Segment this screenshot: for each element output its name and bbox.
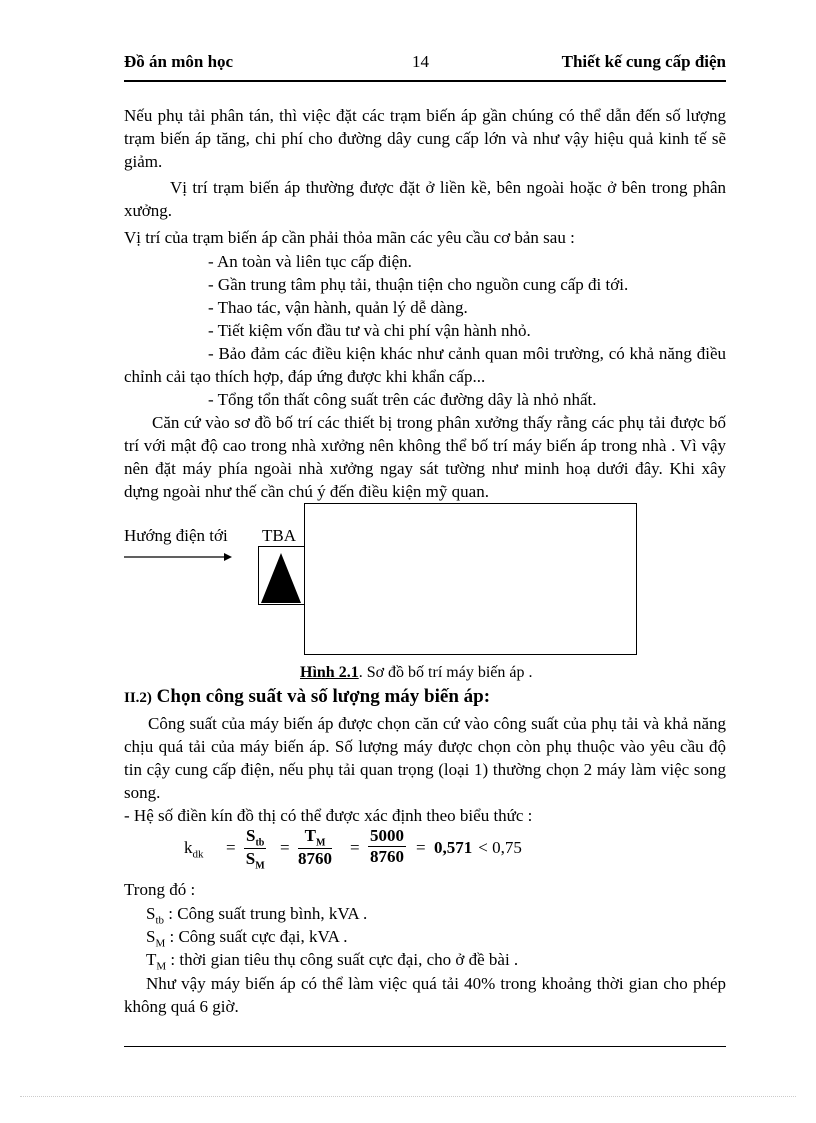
caption-label: Hình 2.1 — [300, 664, 359, 681]
defs-intro: Trong đó : — [124, 880, 196, 899]
section-heading — [124, 686, 490, 708]
bullet-3: - Thao tác, vận hành, quản lý dễ dàng. — [208, 298, 468, 317]
page-number: 14 — [412, 52, 429, 71]
bullet-1: - An toàn và liên tục cấp điện. — [208, 252, 412, 271]
paragraph-7: Như vậy máy biến áp có thể làm việc quá tải 40% trong khoảng thời gian cho phép không quá 6 giờ. — [124, 974, 726, 1016]
def-s-tb: $S_{tb}$ : Công suất trung bình, kVA . — [146, 904, 368, 927]
def-t-m: $T_M$ : thời gian tiêu thụ công suất cực đại, cho ở đề bài . — [146, 950, 519, 973]
formula-lhs: $k_{dk}$ — [184, 838, 204, 861]
section-number: II.2) — [124, 690, 152, 706]
paragraph-5: Công suất của máy biến áp được chọn căn cứ vào công suất của phụ tải và khả năng chịu quá tải của máy biến áp. Số lượng máy được chọn còn phụ thuộc vào yêu cầu độ tin cậy cung cấp điện, nếu phụ tải quan trọng (loại 1) thường chọn 2 máy làm việc song song. — [124, 714, 726, 802]
figure-caption — [300, 664, 532, 682]
bullet-5: - Bảo đảm các điều kiện khác như cảnh quan môi trường, có khả năng điều chỉnh cải tạo thích hợp, đáp ứng được khi khẩn cấp... — [124, 344, 726, 386]
section-title: Chọn công suất và số lượng máy biến áp: — [151, 686, 491, 707]
paragraph-3: Vị trí của trạm biến áp cần phải thỏa mãn các yêu cầu cơ bản sau : — [124, 228, 575, 247]
workshop-box — [304, 503, 637, 655]
caption-text: . Sơ đồ bố trí máy biến áp . — [358, 664, 533, 681]
formula-eq: = — [350, 838, 360, 857]
transformer-box — [258, 546, 305, 605]
arrow-right-icon — [124, 550, 234, 564]
tba-label: TBA — [262, 526, 296, 545]
paragraph-6: - Hệ số điền kín đồ thị có thể được xác định theo biểu thức : — [124, 806, 533, 825]
transformer-triangle-icon — [259, 547, 304, 604]
fraction-3: $\frac{5000}{8760}$ — [370, 826, 404, 866]
fraction-2: $\frac{T_M}{8760}$ — [298, 826, 332, 869]
header-right: Thiết kế cung cấp điện — [561, 52, 726, 71]
bullet-4: - Tiết kiệm vốn đầu tư và chi phí vận hành nhỏ. — [208, 321, 531, 340]
paragraph-4: Căn cứ vào sơ đồ bố trí các thiết bị trong phân xưởng thấy rằng các phụ tải được bố trí với mật độ cao trong nhà xưởng nên không thể bố trí máy biến áp trong nhà . Vì vậy nên đặt máy phía ngoài nhà xưởng ngay sát tường như minh hoạ dưới đây. Khi xây dựng ngoài như thế cần chú ý đến điều kiện mỹ quan. — [124, 413, 726, 501]
formula-eq: = — [280, 838, 290, 857]
def-s-m: $S_M$ : Công suất cực đại, kVA . — [146, 927, 348, 950]
formula-tail: < 0,75 — [474, 838, 522, 857]
formula-eq: = — [226, 838, 236, 857]
header-left: Đồ án môn học — [124, 52, 234, 71]
footer-rule — [124, 1046, 726, 1047]
formula — [184, 826, 604, 876]
page-header — [124, 52, 726, 78]
page-edge-dots — [20, 1096, 796, 1097]
formula-eq: = — [416, 838, 426, 857]
header-rule — [124, 80, 726, 82]
paragraph-2: Vị trí trạm biến áp thường được đặt ở liền kề, bên ngoài hoặc ở bên trong phân xưởng. — [124, 178, 726, 220]
bullet-2: - Gần trung tâm phụ tải, thuận tiện cho nguồn cung cấp đi tới. — [208, 275, 629, 294]
direction-label: Hướng điện tới — [124, 526, 228, 545]
bullet-6: - Tổng tổn thất công suất trên các đường dây là nhỏ nhất. — [208, 390, 597, 409]
fraction-1: $S_{tb}$ $S_M$ — [245, 826, 265, 872]
paragraph-1: Nếu phụ tải phân tán, thì việc đặt các trạm biến áp gần chúng có thể dẫn đến số lượng trạm biến áp tăng, chi phí cho đường dây cung cấp lớn và như vậy hiệu quả kinh tế sẽ giảm. — [124, 106, 726, 171]
formula-result: 0,571 — [434, 838, 473, 857]
